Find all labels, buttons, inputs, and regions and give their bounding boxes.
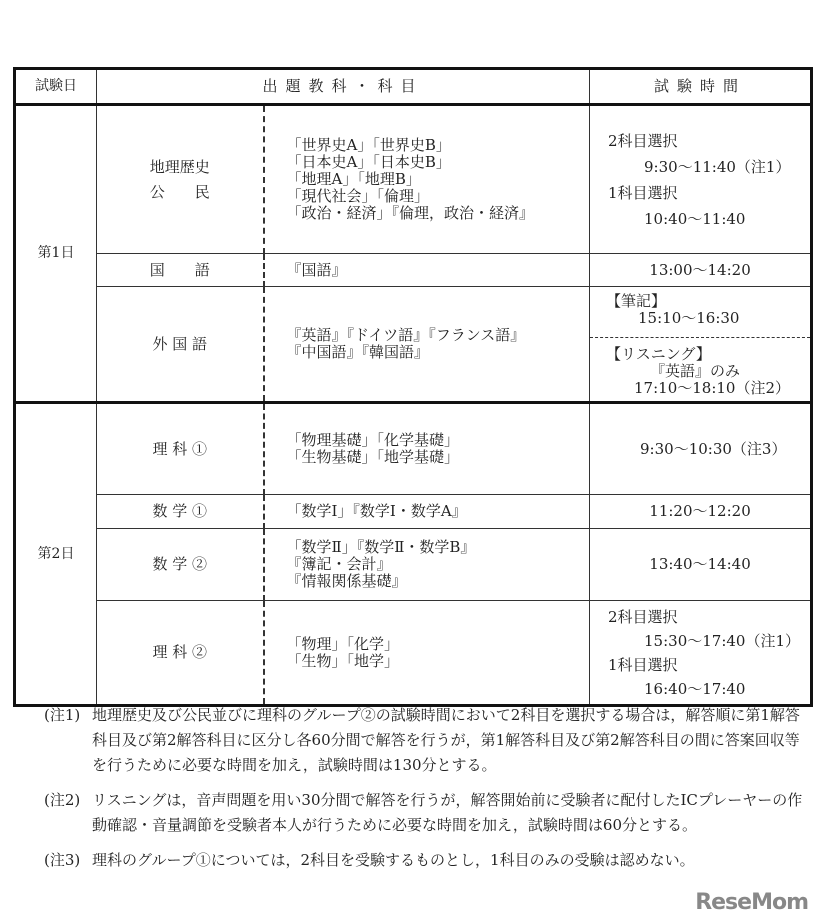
time-text: 9:30〜10:30（注3） — [590, 403, 812, 495]
day-label: 第2日 — [15, 403, 97, 706]
note-text: 地理歴史及び公民並びに理科のグループ②の試験時間において2科目を選択する場合は，解答順に第1解答科目及び第2解答科目に区分し各60分間で解答を行うが，第1解答科目及び第2解答科目の間に答案回収等を行うために必要な時間を加え，試験時間は130分とする。 — [92, 706, 800, 774]
time-cell — [590, 105, 812, 254]
subject-text: 「生物基礎」「地学基礎」 — [286, 448, 460, 466]
subjects-cell — [264, 529, 590, 601]
notes-section — [44, 703, 804, 883]
note-label: (注3) — [44, 851, 81, 869]
note-1 — [44, 703, 804, 778]
note-text: 理科のグループ①については，2科目を受験するものとし，1科目のみの受験は認めない。 — [92, 851, 695, 869]
watermark-logo: ReseMom — [695, 890, 808, 915]
subject-text: 「政治・経済」『倫理，政治・経済』 — [286, 204, 535, 222]
listening-time — [590, 338, 810, 401]
subjects-cell — [264, 601, 590, 706]
header-subjects: 出題教科・科目 — [97, 69, 590, 105]
time-text: 1科目選択 — [608, 655, 678, 674]
time-text: 1科目選択 — [608, 183, 678, 202]
exam-schedule-table — [13, 67, 813, 707]
category-text: 数 学 ② — [97, 529, 264, 601]
subject-text: 「世界史A」「世界史B」 — [286, 136, 451, 154]
subject-text: 『英語』『ドイツ語』『フランス語』 — [286, 326, 526, 344]
header-time: 試験時間 — [590, 69, 812, 105]
category-cell — [97, 105, 264, 254]
table-row — [15, 495, 812, 529]
time-text: 15:30〜17:40（注1） — [644, 631, 801, 650]
table-row — [15, 403, 812, 495]
subject-text: 「生物」「地学」 — [286, 651, 400, 670]
time-text: 10:40〜11:40 — [644, 209, 746, 228]
time-text: 2科目選択 — [608, 131, 678, 150]
time-cell — [590, 601, 812, 706]
time-text: 11:20〜12:20 — [590, 495, 812, 529]
time-text: 9:30〜11:40（注1） — [644, 157, 791, 176]
table-row — [15, 529, 812, 601]
subject-text: 「地理A」「地理B」 — [286, 170, 421, 188]
subject-text: 「日本史A」「日本史B」 — [286, 153, 451, 171]
subject-text: 『中国語』『韓国語』 — [286, 343, 430, 361]
note-text: リスニングは，音声問題を用い30分間で解答を行うが，解答開始前に受験者に配付したICプレーヤーの作動確認・音量調節を受験者本人が行うために必要な時間を加え，試験時間は60分とする。 — [92, 791, 803, 834]
category-text: 外 国 語 — [97, 287, 264, 403]
category-text: 理 科 ② — [97, 601, 264, 706]
category-text: 理 科 ① — [97, 403, 264, 495]
subject-text: 「数学Ⅱ」『数学Ⅱ・数学B』 — [286, 538, 476, 556]
subjects-cell — [264, 403, 590, 495]
table-row — [15, 287, 812, 403]
time-text: 15:10〜16:30 — [638, 309, 740, 327]
time-cell — [590, 287, 812, 403]
subjects-cell — [264, 105, 590, 254]
category-text: 国 語 — [97, 254, 264, 287]
note-3 — [44, 848, 804, 873]
note-label: (注2) — [44, 791, 81, 809]
table-row — [15, 254, 812, 287]
note-label: (注1) — [44, 706, 81, 724]
subject-text: 『簿記・会計』 — [286, 555, 392, 573]
time-text: 16:40〜17:40 — [644, 679, 746, 698]
time-text: 【筆記】 — [606, 292, 667, 310]
time-text: 13:40〜14:40 — [590, 529, 812, 601]
time-text: 【リスニング】 — [606, 345, 711, 363]
time-text: 『英語』のみ — [650, 362, 741, 380]
subject-text: 「物理」「化学」 — [286, 634, 400, 653]
subject-text: 『国語』 — [264, 254, 590, 287]
category-text: 数 学 ① — [97, 495, 264, 529]
note-2 — [44, 788, 804, 838]
written-time — [590, 287, 810, 338]
subjects-cell — [264, 287, 590, 403]
subject-text: 『情報関係基礎』 — [286, 572, 407, 590]
category-text: 地理歴史 — [149, 157, 210, 176]
time-text: 13:00〜14:20 — [590, 254, 812, 287]
day-label: 第1日 — [15, 105, 97, 403]
header-day: 試験日 — [15, 69, 97, 105]
table-row — [15, 105, 812, 254]
subject-text: 「現代社会」「倫理」 — [286, 187, 430, 205]
time-text: 2科目選択 — [608, 607, 678, 626]
table-header — [15, 69, 812, 105]
time-text: 17:10〜18:10（注2） — [634, 379, 791, 397]
subject-text: 「物理基礎」「化学基礎」 — [286, 431, 460, 449]
table-row — [15, 601, 812, 706]
category-text: 公 民 — [149, 182, 210, 201]
subject-text: 「数学Ⅰ」『数学Ⅰ・数学A』 — [264, 495, 590, 529]
